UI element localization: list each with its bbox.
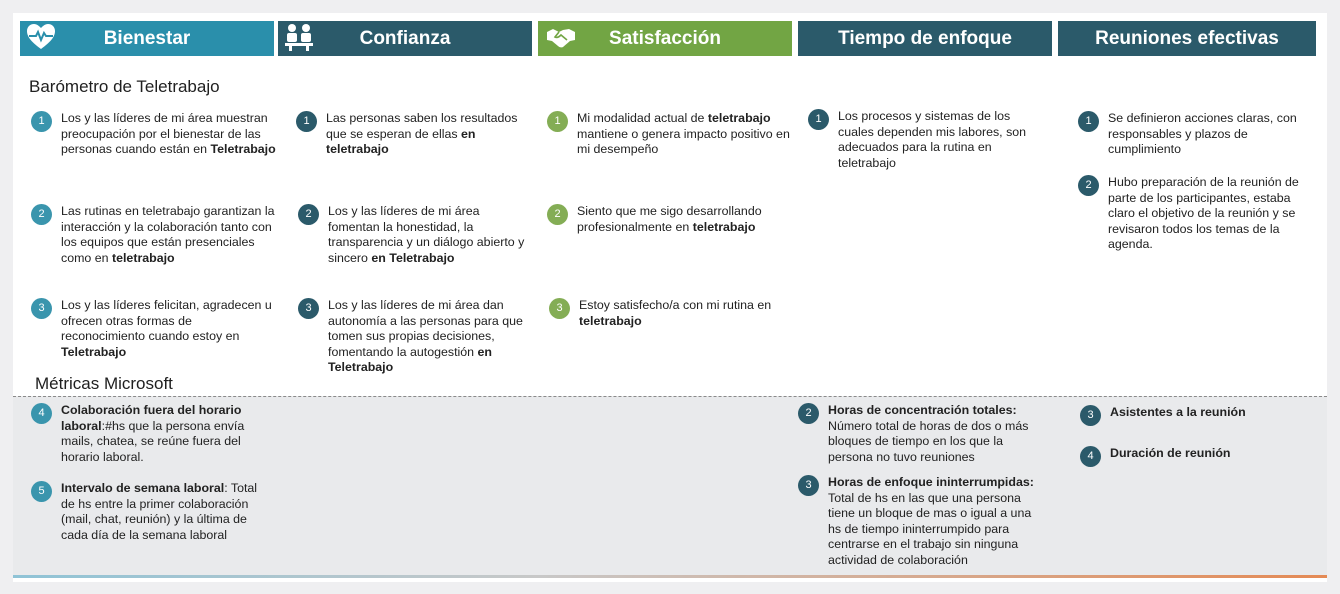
number-badge: 2 xyxy=(31,204,52,225)
bienestar-item-2 xyxy=(38,204,279,266)
metric-desc: : Total de hs entre la primer colaboración (mail, chat, reunión) y la última de cada día de la semana laboral xyxy=(61,481,258,542)
confianza-item-2 xyxy=(305,204,533,266)
number-badge: 3 xyxy=(1080,405,1101,426)
number-badge: 1 xyxy=(1078,111,1099,132)
number-badge: 2 xyxy=(298,204,319,225)
confianza-item-3 xyxy=(305,298,533,376)
metric-name: Intervalo de semana laboral xyxy=(61,481,225,495)
people-meeting-icon xyxy=(284,23,314,51)
item-bold: Teletrabajo xyxy=(61,344,127,359)
item-text: Mi modalidad actual de xyxy=(577,111,708,125)
metric-name: Duración de reunión xyxy=(1110,446,1231,460)
bienestar-item-3 xyxy=(38,298,279,360)
item-text: Los procesos y sistemas de los cuales dependen mis labores, son adecuados para la rutina en teletrabajo xyxy=(838,109,1027,170)
number-badge: 3 xyxy=(549,298,570,319)
metric-name: Horas de concentración totales: xyxy=(828,403,1017,417)
satisfaccion-item-2 xyxy=(554,204,792,235)
item-bold: teletrabajo xyxy=(707,111,771,125)
item-after: mantiene o genera impacto positivo en mi desempeño xyxy=(577,126,790,157)
metric-bienestar-5 xyxy=(38,481,271,543)
metric-name: Horas de enfoque ininterrumpidas: xyxy=(828,475,1034,489)
item-text: Las rutinas en teletrabajo garantizan la interacción y la colaboración tanto con los equipos que están presenciales como en xyxy=(61,204,275,265)
number-badge: 1 xyxy=(547,111,568,132)
metric-bienestar-4 xyxy=(38,403,266,465)
confianza-item-1 xyxy=(303,111,531,158)
satisfaccion-item-3 xyxy=(556,298,794,329)
number-badge: 2 xyxy=(547,204,568,225)
header-tiempo-enfoque xyxy=(798,21,1052,56)
metric-name: Colaboración fuera del horario laboral xyxy=(61,403,242,433)
header-title: Tiempo de enfoque xyxy=(838,27,1012,49)
item-text: Estoy satisfecho/a con mi rutina en xyxy=(579,298,772,312)
item-bold: en teletrabajo xyxy=(326,126,476,157)
satisfaccion-item-1 xyxy=(554,111,792,158)
header-title: Confianza xyxy=(359,27,451,49)
number-badge: 4 xyxy=(1080,446,1101,467)
item-text: Los y las líderes de mi área dan autonomía a las personas para que tomen sus propias decisiones, fomentando la autogestión xyxy=(328,298,523,359)
metric-desc: Total de hs en las que una persona tiene un bloque de mas o igual a una hs de tiempo ininterrumpido para centrarse en el trabajo sin ninguna actividad de colaboración xyxy=(828,490,1032,567)
item-text: Los y las líderes felicitan, agradecen u ofrecen otras formas de reconocimiento cuando estoy en xyxy=(61,298,272,344)
item-bold: teletrabajo xyxy=(579,313,642,328)
header-satisfaccion xyxy=(538,21,792,56)
header-title: Reuniones efectivas xyxy=(1095,27,1279,49)
slide xyxy=(13,13,1327,582)
item-bold: teletrabajo xyxy=(111,250,175,265)
heart-pulse-icon xyxy=(26,23,56,51)
metric-desc: Número total de horas de dos o más bloques de tiempo en los que la persona no tuvo reuniones xyxy=(828,418,1029,464)
item-text: Se definieron acciones claras, con responsables y plazos de cumplimiento xyxy=(1108,111,1297,157)
metric-enfoque-2 xyxy=(805,403,1043,465)
metric-desc: :#hs que la persona envía mails, chatea, se reúne fuera del horario laboral. xyxy=(61,418,245,464)
number-badge: 1 xyxy=(808,109,829,130)
number-badge: 3 xyxy=(298,298,319,319)
header-reuniones xyxy=(1058,21,1316,56)
bottom-divider xyxy=(13,575,1327,578)
item-text: Los y las líderes de mi área muestran preocupación por el bienestar de las personas cuando están en xyxy=(61,111,268,157)
number-badge: 1 xyxy=(296,111,317,132)
item-bold: en Teletrabajo xyxy=(328,344,492,375)
header-bienestar xyxy=(20,21,274,56)
item-bold: en Teletrabajo xyxy=(371,250,455,265)
item-text: Siento que me sigo desarrollando profesionalmente en xyxy=(577,204,762,234)
reuniones-item-2 xyxy=(1085,175,1318,253)
metric-name: Asistentes a la reunión xyxy=(1110,405,1246,419)
number-badge: 3 xyxy=(31,298,52,319)
number-badge: 5 xyxy=(31,481,52,502)
item-text: Los y las líderes de mi área fomentan la honestidad, la transparencia y un diálogo abierto y sincero xyxy=(328,204,525,265)
metric-reuniones-3 xyxy=(1087,405,1315,421)
number-badge: 4 xyxy=(31,403,52,424)
handshake-icon xyxy=(544,23,578,51)
item-text: Las personas saben los resultados que se esperan de ellas xyxy=(326,111,518,141)
metric-enfoque-3 xyxy=(805,475,1043,569)
number-badge: 2 xyxy=(798,403,819,424)
enfoque-item-1 xyxy=(815,109,1043,171)
number-badge: 3 xyxy=(798,475,819,496)
header-title: Satisfacción xyxy=(609,27,721,49)
section-title-barometro: Barómetro de Teletrabajo xyxy=(29,77,220,96)
reuniones-item-1 xyxy=(1085,111,1318,158)
item-text: Hubo preparación de la reunión de parte de los participantes, estaba claro el objetivo de la reunión y se revisaron todos los temas de la agenda. xyxy=(1108,175,1299,252)
section-title-metricas: Métricas Microsoft xyxy=(35,374,173,393)
item-bold: Teletrabajo xyxy=(210,142,276,157)
header-title: Bienestar xyxy=(103,27,191,49)
metric-reuniones-4 xyxy=(1087,446,1315,462)
header-confianza xyxy=(278,21,532,56)
number-badge: 1 xyxy=(31,111,52,132)
item-bold: teletrabajo xyxy=(692,219,756,234)
number-badge: 2 xyxy=(1078,175,1099,196)
bienestar-item-1 xyxy=(38,111,279,158)
